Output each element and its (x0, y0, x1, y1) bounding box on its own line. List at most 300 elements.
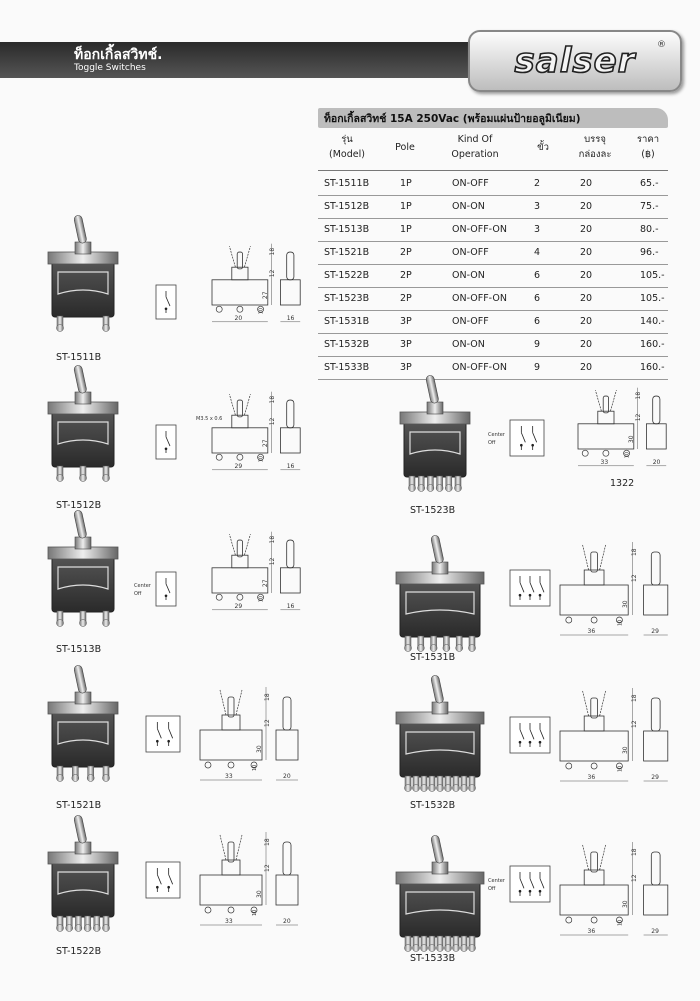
dim-terminal-height: 10 (258, 595, 265, 603)
terminal-screw (445, 945, 452, 952)
cell-kind: ON-OFF (452, 178, 489, 189)
front-lever (591, 852, 598, 872)
dim-bushing-height: 12 (269, 269, 277, 278)
dim-lever-height: 18 (630, 848, 638, 856)
dimension-drawing (560, 542, 668, 635)
cell-pack: 20 (580, 178, 593, 189)
terminal-screw (75, 925, 82, 932)
dimension-drawing (212, 392, 300, 470)
header-title-english: Toggle Switches (74, 63, 146, 73)
front-terminal (205, 762, 211, 768)
dim-lever-height: 18 (264, 693, 271, 701)
terminal-screw (461, 945, 468, 952)
terminal-screw (103, 325, 110, 332)
front-lever-swing (229, 394, 250, 415)
toggle-lever (73, 815, 87, 844)
dim-lever-height: 18 (630, 548, 638, 556)
cell-terminals: 3 (534, 224, 541, 235)
col-terminals: ขั้ว (537, 142, 549, 153)
dim-width: 20 (234, 315, 243, 323)
logo-text: salser (514, 41, 636, 81)
terminal-screw (436, 485, 443, 492)
dim-body-height: 27 (261, 579, 269, 588)
front-lever (228, 842, 234, 862)
switch-photo (48, 215, 118, 332)
cell-terminals: 2 (534, 178, 541, 189)
dim-body-height: 30 (622, 600, 630, 608)
dim-width: 36 (587, 628, 596, 635)
toggle-lever (425, 375, 439, 404)
dim-terminal-height: 10 (258, 455, 265, 463)
switch-schematic (134, 572, 176, 606)
side-body (276, 875, 298, 905)
front-lever (237, 400, 242, 417)
dim-bushing-height: 12 (630, 574, 638, 582)
terminal-screw (427, 485, 434, 492)
cell-pack: 20 (580, 362, 593, 373)
side-body (644, 731, 668, 761)
dim-lever-height: 18 (269, 535, 277, 544)
front-lever-swing (583, 691, 606, 716)
front-terminal (603, 450, 609, 456)
schematic-box (146, 716, 180, 752)
product-label: ST-1522B (56, 946, 102, 957)
cell-pack: 20 (580, 316, 593, 327)
product-label: ST-1513B (56, 644, 102, 655)
dim-terminal-height: 10 (252, 764, 258, 771)
switch-schematic (510, 570, 550, 606)
schematic-box (156, 285, 176, 319)
product-label: ST-1521B (56, 800, 102, 811)
dim-terminal-height: 10 (617, 919, 624, 926)
terminal-screw (405, 645, 412, 652)
terminal-screw (57, 925, 64, 932)
off-label: Off (134, 591, 142, 597)
dim-body-height: 30 (256, 745, 263, 753)
cell-price: 160.- (640, 362, 665, 373)
side-body (280, 280, 300, 305)
switch-photo (400, 375, 470, 492)
dim-depth: 29 (651, 774, 659, 781)
dimension-drawing (578, 388, 666, 466)
dim-bushing-height: 12 (630, 874, 638, 882)
front-body (200, 875, 262, 905)
dimension-drawing (212, 244, 300, 322)
bushing-nut (75, 842, 91, 854)
terminal-screw (103, 475, 110, 482)
cell-terminals: 6 (534, 293, 541, 304)
dim-body-height: 30 (622, 900, 630, 908)
col-price: ราคา (฿) (636, 134, 660, 160)
front-terminal (237, 594, 243, 600)
toggle-lever (430, 535, 444, 564)
side-lever (287, 400, 294, 428)
terminal-screw (429, 785, 436, 792)
front-lever-swing (220, 835, 242, 860)
schematic-box (510, 420, 544, 456)
side-body (280, 428, 300, 453)
terminal-screw (445, 485, 452, 492)
front-lever-swing (583, 845, 606, 870)
switch-schematic (488, 420, 544, 456)
switch-photo (48, 665, 118, 782)
cell-kind: ON-OFF-ON (452, 224, 507, 235)
bushing-nut (427, 402, 443, 414)
side-body (644, 885, 668, 915)
dim-lever-height: 18 (269, 247, 277, 256)
product-label: ST-1512B (56, 500, 102, 511)
dim-terminal-height: 10 (252, 909, 258, 916)
cell-pack: 20 (580, 339, 593, 350)
terminal-screw (413, 785, 420, 792)
cell-terminals: 6 (534, 270, 541, 281)
cell-terminals: 4 (534, 247, 541, 258)
dimension-drawing (212, 532, 300, 610)
terminal-screw (57, 775, 64, 782)
schematic-box (510, 717, 550, 753)
front-terminal (566, 763, 572, 769)
terminal-screw (453, 945, 460, 952)
col-kind: Kind Of Operation (451, 134, 499, 160)
dim-lever-height: 18 (264, 838, 271, 846)
terminal-screw (93, 925, 100, 932)
dim-depth: 16 (286, 603, 295, 611)
dim-width: 33 (600, 459, 609, 467)
cell-pole: 1P (400, 201, 412, 212)
dimension-drawing (200, 832, 298, 925)
off-label: Off (488, 886, 496, 892)
product-label: ST-1533B (410, 953, 456, 964)
toggle-lever (430, 675, 444, 704)
front-terminal (216, 454, 222, 460)
dim-terminal-height: 10 (258, 307, 265, 315)
cell-kind: ON-OFF (452, 316, 489, 327)
terminal-screw (103, 620, 110, 627)
cell-price: 80.- (640, 224, 659, 235)
drawing-code: 1322 (610, 478, 635, 489)
dim-depth: 20 (283, 918, 291, 925)
dim-bushing-height: 12 (264, 719, 271, 727)
cell-pole: 2P (400, 270, 412, 281)
switch-photo (396, 535, 484, 652)
terminal-screw (443, 645, 450, 652)
toggle-lever (73, 510, 87, 539)
side-lever (651, 552, 660, 585)
front-lever (603, 396, 608, 413)
cell-kind: ON-ON (452, 339, 485, 350)
cell-pack: 20 (580, 201, 593, 212)
dim-body-height: 27 (261, 439, 269, 448)
bushing-nut (432, 702, 448, 714)
front-body (212, 428, 268, 453)
cell-pack: 20 (580, 247, 593, 258)
terminal-screw (437, 945, 444, 952)
cell-price: 160.- (640, 339, 665, 350)
cell-price: 96.- (640, 247, 659, 258)
front-terminal (237, 306, 243, 312)
cell-price: 105.- (640, 293, 665, 304)
header-title-thai: ท็อกเกิ้ลสวิทช์. (74, 47, 163, 63)
toggle-lever (430, 835, 444, 864)
terminal-screw (80, 475, 87, 482)
terminal-screw (455, 485, 462, 492)
dim-lever-height: 18 (635, 391, 643, 400)
toggle-lever (73, 365, 87, 394)
side-body (644, 585, 668, 615)
front-terminal (228, 907, 234, 913)
cell-pole: 3P (400, 362, 412, 373)
table-title: ท็อกเกิ้ลสวิทช์ 15A 250Vac (พร้อมแผ่นป้ายอลูมิเนียม) (324, 113, 581, 125)
dim-bushing-height: 12 (264, 864, 271, 872)
dim-body-height: 27 (261, 291, 269, 300)
terminal-screw (417, 645, 424, 652)
cell-pole: 1P (400, 224, 412, 235)
dim-body-height: 30 (256, 890, 263, 898)
cell-terminals: 9 (534, 362, 541, 373)
terminal-screw (57, 325, 64, 332)
front-terminal (228, 762, 234, 768)
side-lever (287, 252, 294, 280)
terminal-screw (84, 925, 91, 932)
dim-width: 33 (225, 773, 233, 780)
cell-model: ST-1512B (324, 201, 370, 212)
cell-pole: 3P (400, 316, 412, 327)
switch-photo (48, 815, 118, 932)
cell-kind: ON-OFF-ON (452, 293, 507, 304)
side-lever (287, 540, 294, 568)
front-lever (228, 697, 234, 717)
bushing-nut (75, 242, 91, 254)
switch-schematic (146, 862, 180, 898)
cell-terminals: 6 (534, 316, 541, 327)
side-body (280, 568, 300, 593)
dim-width: 29 (234, 463, 243, 471)
cell-terminals: 3 (534, 201, 541, 212)
terminal-screw (103, 925, 110, 932)
front-terminal (582, 450, 588, 456)
dim-terminal-height: 10 (624, 451, 631, 459)
cell-kind: ON-ON (452, 201, 485, 212)
cell-model: ST-1522B (324, 270, 370, 281)
cell-pack: 20 (580, 293, 593, 304)
front-body (560, 885, 628, 915)
front-lever-swing (583, 545, 606, 570)
side-lever (653, 396, 660, 424)
dim-width: 29 (234, 603, 243, 611)
cell-price: 65.- (640, 178, 659, 189)
front-lever (237, 540, 242, 557)
product-label: ST-1523B (410, 505, 456, 516)
front-terminal (566, 617, 572, 623)
cell-pack: 20 (580, 270, 593, 281)
col-model: รุ่น (Model) (329, 134, 365, 160)
front-body (578, 424, 634, 449)
cell-price: 140.- (640, 316, 665, 327)
dimension-drawing (560, 842, 668, 935)
cell-model: ST-1513B (324, 224, 370, 235)
switch-schematic (510, 717, 550, 753)
toggle-lever (73, 215, 87, 244)
switch-photo (396, 835, 484, 952)
front-terminal (566, 917, 572, 923)
dim-bushing-height: 12 (630, 720, 638, 728)
front-body (212, 280, 268, 305)
bushing-nut (432, 862, 448, 874)
terminal-screw (469, 645, 476, 652)
front-body (212, 568, 268, 593)
front-body (200, 730, 262, 760)
center-label: Center (488, 878, 505, 884)
thread-spec: M3.5 x 0.6 (196, 416, 223, 422)
schematic-box (510, 866, 550, 902)
front-terminal (216, 306, 222, 312)
terminal-screw (57, 620, 64, 627)
dim-depth: 29 (651, 928, 659, 935)
cell-pole: 1P (400, 178, 412, 189)
front-lever-swing (229, 534, 250, 555)
schematic-box (146, 862, 180, 898)
dim-body-height: 30 (622, 746, 630, 754)
front-lever-swing (595, 390, 616, 411)
cell-terminals: 9 (534, 339, 541, 350)
terminal-screw (429, 945, 436, 952)
off-label: Off (488, 440, 496, 446)
schematic-box (156, 572, 176, 606)
front-terminal (205, 907, 211, 913)
front-terminal (591, 617, 597, 623)
cell-pole: 3P (400, 339, 412, 350)
cell-kind: ON-OFF-ON (452, 362, 507, 373)
registered-mark: ® (657, 40, 666, 50)
schematic-box (510, 570, 550, 606)
dim-lever-height: 18 (269, 395, 277, 404)
dim-bushing-height: 12 (635, 413, 643, 422)
side-lever (283, 842, 291, 875)
terminal-screw (413, 945, 420, 952)
front-lever-swing (220, 690, 242, 715)
dim-terminal-height: 10 (617, 619, 624, 626)
terminal-screw (430, 645, 437, 652)
cell-model: ST-1521B (324, 247, 370, 258)
terminal-screw (421, 945, 428, 952)
product-label: ST-1511B (56, 352, 102, 363)
terminal-screw (453, 785, 460, 792)
toggle-lever (73, 665, 87, 694)
bushing-nut (75, 392, 91, 404)
terminal-screw (456, 645, 463, 652)
col-pole: Pole (395, 142, 415, 153)
schematic-box (156, 425, 176, 459)
front-terminal (237, 454, 243, 460)
side-lever (651, 852, 660, 885)
terminal-screw (437, 785, 444, 792)
center-label: Center (134, 583, 151, 589)
front-body (560, 731, 628, 761)
switch-schematic (156, 285, 176, 319)
front-terminal (591, 917, 597, 923)
bushing-nut (75, 537, 91, 549)
product-label: ST-1531B (410, 652, 456, 663)
terminal-screw (405, 785, 412, 792)
front-terminal (591, 763, 597, 769)
dim-depth: 20 (652, 459, 661, 467)
dim-bushing-height: 12 (269, 557, 277, 566)
dim-bushing-height: 12 (269, 417, 277, 426)
front-lever-swing (229, 246, 250, 267)
dimension-drawing (200, 687, 298, 780)
cell-price: 105.- (640, 270, 665, 281)
front-terminal (216, 594, 222, 600)
cell-model: ST-1532B (324, 339, 370, 350)
terminal-screw (409, 485, 416, 492)
switch-schematic (488, 866, 550, 902)
switch-schematic (146, 716, 180, 752)
terminal-screw (421, 785, 428, 792)
dim-terminal-height: 10 (617, 765, 624, 772)
cell-model: ST-1533B (324, 362, 370, 373)
cell-kind: ON-OFF (452, 247, 489, 258)
switch-photo (48, 365, 118, 482)
dim-width: 36 (587, 928, 596, 935)
terminal-screw (461, 785, 468, 792)
cell-model: ST-1531B (324, 316, 370, 327)
cell-kind: ON-ON (452, 270, 485, 281)
side-lever (283, 697, 291, 730)
side-lever (651, 698, 660, 731)
dim-body-height: 30 (627, 435, 635, 444)
front-lever (591, 552, 598, 572)
dim-depth: 16 (286, 315, 295, 323)
terminal-screw (80, 620, 87, 627)
bushing-nut (432, 562, 448, 574)
terminal-screw (66, 925, 73, 932)
terminal-screw (445, 785, 452, 792)
product-label: ST-1532B (410, 800, 456, 811)
switch-photo (396, 675, 484, 792)
terminal-screw (469, 945, 476, 952)
terminal-screw (57, 475, 64, 482)
center-label: Center (488, 432, 505, 438)
dimension-drawing (560, 688, 668, 781)
terminal-screw (469, 785, 476, 792)
cell-pole: 2P (400, 247, 412, 258)
terminal-screw (87, 775, 94, 782)
col-pack: บรรจุ กล่องละ (578, 134, 612, 160)
side-body (276, 730, 298, 760)
terminal-screw (103, 775, 110, 782)
dim-width: 33 (225, 918, 233, 925)
terminal-screw (72, 775, 79, 782)
dim-depth: 16 (286, 463, 295, 471)
switch-photo (48, 510, 118, 627)
front-body (560, 585, 628, 615)
cell-pack: 20 (580, 224, 593, 235)
bushing-nut (75, 692, 91, 704)
side-body (646, 424, 666, 449)
cell-price: 75.- (640, 201, 659, 212)
terminal-screw (418, 485, 425, 492)
switch-schematic (156, 425, 176, 459)
front-lever (591, 698, 598, 718)
cell-pole: 2P (400, 293, 412, 304)
dim-depth: 20 (283, 773, 291, 780)
front-lever (237, 252, 242, 269)
terminal-screw (405, 945, 412, 952)
cell-model: ST-1511B (324, 178, 370, 189)
dim-width: 36 (587, 774, 596, 781)
dim-depth: 29 (651, 628, 659, 635)
cell-model: ST-1523B (324, 293, 370, 304)
